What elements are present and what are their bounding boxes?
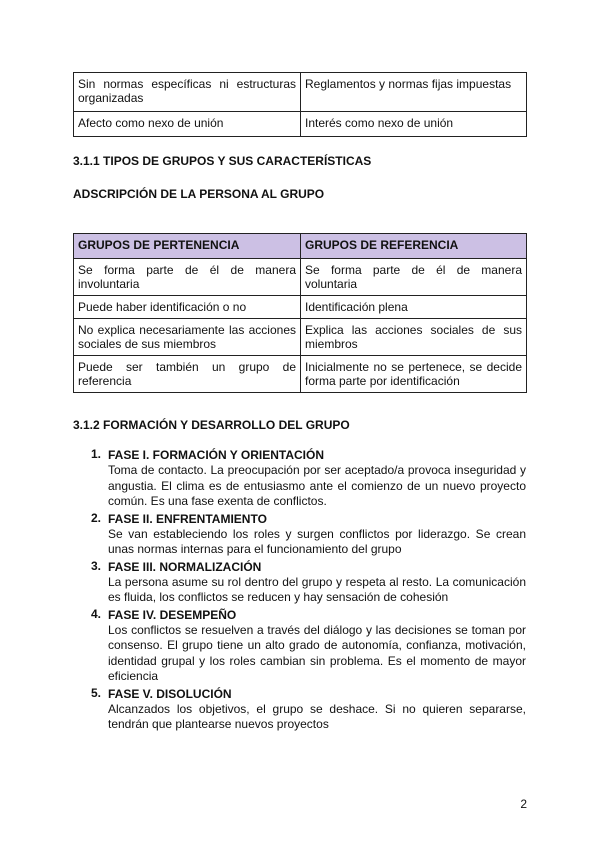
list-number: 3.	[91, 558, 102, 573]
phase-title: FASE III. NORMALIZACIÓN	[108, 559, 262, 574]
list-item	[73, 559, 526, 606]
table-cell: Sin normas específicas ni estructuras organizadas	[74, 73, 301, 112]
table-row	[74, 73, 527, 112]
table-cell: Se forma parte de él de manera involuntaria	[74, 259, 301, 296]
list-number: 4.	[91, 606, 102, 621]
phase-description: Alcanzados los objetivos, el grupo se deshace. Si no quieren separarse, tendrán que plantearse nuevos proyectos	[108, 701, 526, 731]
phases-list	[73, 447, 526, 734]
table-row	[74, 296, 527, 319]
groups-table	[73, 233, 527, 393]
table-header-row	[74, 234, 527, 259]
subsection-heading-adscripcion: ADSCRIPCIÓN DE LA PERSONA AL GRUPO	[73, 187, 325, 201]
phase-title: FASE II. ENFRENTAMIENTO	[108, 511, 267, 526]
table-row	[74, 319, 527, 356]
header-referencia: GRUPOS DE REFERENCIA	[301, 234, 527, 259]
phase-description: Los conflictos se resuelven a través del diálogo y las decisiones se toman por consenso. El grupo tiene un alto grado de autonomía, confianza, motivación, identidad grupal y los roles cambian sin problema. Es el momento de mayor eficiencia	[108, 622, 526, 683]
table-cell: Reglamentos y normas fijas impuestas	[301, 73, 527, 112]
table-cell: Identificación plena	[301, 296, 527, 319]
list-item	[73, 511, 526, 558]
table-cell: Inicialmente no se pertenece, se decide forma parte por identificación	[301, 356, 527, 393]
list-number: 1.	[91, 447, 102, 461]
table-row	[74, 356, 527, 393]
section-heading-312: 3.1.2 FORMACIÓN Y DESARROLLO DEL GRUPO	[73, 418, 350, 432]
table-cell: Puede haber identificación o no	[74, 296, 301, 319]
table-cell: Explica las acciones sociales de sus miembros	[301, 319, 527, 356]
table-row	[74, 259, 527, 296]
table-cell: Afecto como nexo de unión	[74, 112, 301, 137]
phase-description: Toma de contacto. La preocupación por ser aceptado/a provoca inseguridad y angustia. El clima es de entusiasmo ante el comienzo de un nuevo proyecto común. Es una fase exenta de conflictos.	[108, 463, 526, 508]
table-cell: Se forma parte de él de manera voluntaria	[301, 259, 527, 296]
table-cell: No explica necesariamente las acciones sociales de sus miembros	[74, 319, 301, 356]
comparison-table-continued	[73, 72, 527, 137]
table-cell: Puede ser también un grupo de referencia	[74, 356, 301, 393]
table-cell: Interés como nexo de unión	[301, 112, 527, 137]
list-number: 5.	[91, 685, 102, 700]
page-number: 2	[520, 797, 527, 811]
phase-title: FASE I. FORMACIÓN Y ORIENTACIÓN	[108, 448, 325, 462]
header-pertenencia: GRUPOS DE PERTENENCIA	[74, 234, 301, 259]
phase-title: FASE V. DISOLUCIÓN	[108, 686, 232, 701]
phase-description: La persona asume su rol dentro del grupo y respeta al resto. La comunicación es fluida, los conflictos se reducen y hay sensación de cohesión	[108, 574, 526, 604]
section-heading-311: 3.1.1 TIPOS DE GRUPOS Y SUS CARACTERÍSTICAS	[73, 154, 372, 168]
phase-description: Se van estableciendo los roles y surgen conflictos por liderazgo. Se crean unas normas internas para el funcionamiento del grupo	[108, 526, 526, 556]
list-number: 2.	[91, 510, 102, 525]
list-item	[73, 686, 526, 733]
table-row	[74, 112, 527, 137]
phase-title: FASE IV. DESEMPEÑO	[108, 607, 237, 622]
list-item	[73, 607, 526, 685]
list-item	[73, 447, 526, 510]
